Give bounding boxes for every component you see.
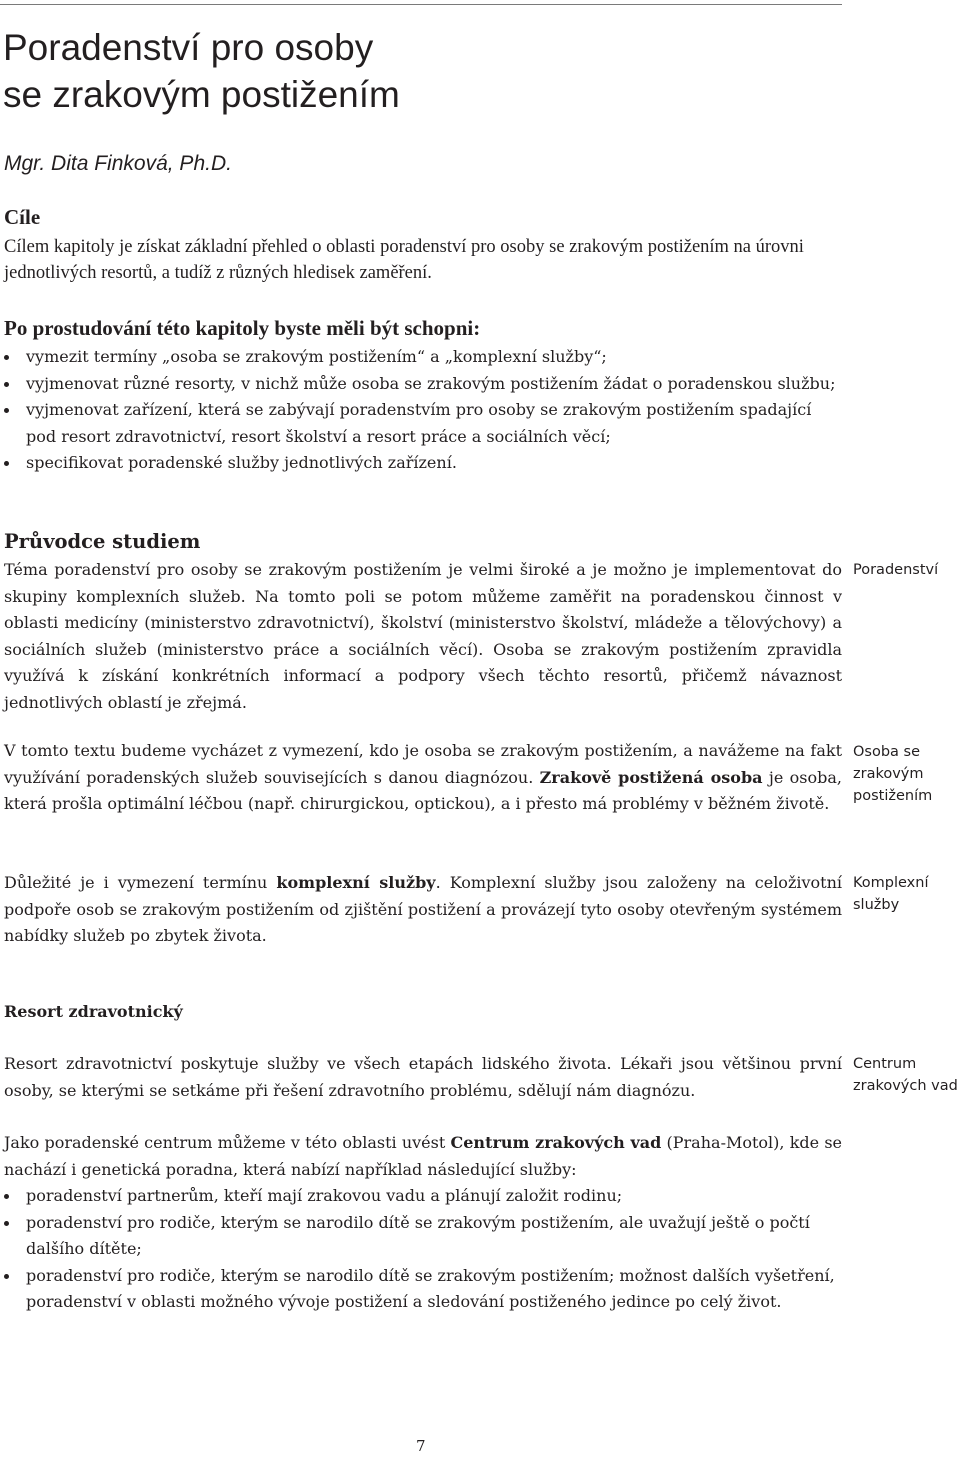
list-item: poradenství pro rodiče, kterým se narodilo dítě se zrakovým postižením, ale uvažují ještě o počtí dalšího dítěte; (4, 1210, 844, 1263)
list-item: vymezit termíny „osoba se zrakovým postižením“ a „komplexní služby“; (4, 344, 844, 371)
text-run: V tomto textu budeme vycházet z vymezení, kdo je osoba se zrakovým postižením, a navážeme na fakt využívání poradenských služeb souvisejících s danou diagnózou. (4, 741, 842, 787)
text-run: je osoba, která prošla optimální léčbou (např. chirurgickou, optickou), a i přesto má problémy v běžném životě. (4, 767, 842, 813)
health-paragraph-2 (4, 1130, 842, 1183)
margin-note-centrum: Centrum zrakových vad (853, 1056, 958, 1094)
chapter-title-line1: Poradenství pro osoby (3, 27, 374, 68)
outcomes-heading: Po prostudování této kapitoly byste měli být schopni: (4, 316, 481, 340)
text-run: (Praha-Motol), kde se nachází i genetická poradna, která nabízí například následující služby: (4, 1133, 843, 1179)
list-item: poradenství pro rodiče, kterým se narodilo dítě se zrakovým postižením; možnost dalších vyšetření, poradenství v oblasti možného vývoje postižení a sledování postiženého jedince po celý život. (4, 1263, 844, 1316)
term-vision-center: Centrum zrakových vad (450, 1133, 662, 1152)
study-guide-paragraph-1: Téma poradenství pro osoby se zrakovým postižením je velmi široké a je možno je implementovat do skupiny komplexních služeb. Na tomto poli se potom můžeme zaměřit na poradenskou činnost v oblasti medicíny (ministerstvo zdravotnictví), školství (ministerstvo školství, mládeže a tělovýchovy) a sociálních služeb (ministerstvo práce a sociálních věcí). Osoba se zrakovým postižením zpravidla využívá k získání konkrétních informací a podpory všech těchto resortů, přičemž návaznost jednotlivých oblastí je zřejmá. (4, 560, 842, 712)
author: Mgr. Dita Finková, Ph.D. (4, 152, 232, 175)
health-paragraph-1: Resort zdravotnictví poskytuje služby ve všech etapách lidského života. Lékaři jsou většinou první osoby, se kterými se setkáme při řešení zdravotního problému, sdělují nám diagnózu. (4, 1054, 842, 1100)
page-number: 7 (416, 1437, 426, 1455)
text-run: Jako poradenské centrum můžeme v této oblasti uvést (4, 1133, 451, 1152)
text-run: Důležité je i vymezení termínu (4, 873, 277, 892)
study-guide-heading: Průvodce studiem (4, 530, 201, 553)
study-guide-paragraph-2 (4, 738, 842, 818)
term-complex-services: komplexní služby (276, 873, 436, 892)
list-item: vyjmenovat různé resorty, v nichž může osoba se zrakovým postižením žádat o poradenskou službu; (4, 371, 844, 398)
goals-heading: Cíle (4, 205, 41, 229)
health-section-heading: Resort zdravotnický (4, 1002, 183, 1021)
margin-note-osoba: Osoba se zrakovým postižením (853, 744, 933, 804)
list-item: vyjmenovat zařízení, která se zabývají poradenstvím pro osoby se zrakovým postižením spadající pod resort zdravotnictví, resort školství a resort práce a sociálních věcí; (4, 397, 844, 450)
outcomes-list (4, 344, 844, 477)
goals-text: Cílem kapitoly je získat základní přehled o oblasti poradenství pro osoby se zrakovým postižením na úrovni jednotlivých resortů, a tudíž z různých hledisek zaměření. (4, 237, 804, 283)
term-visually-impaired: Zrakově postižená osoba (539, 767, 763, 787)
list-item: poradenství partnerům, kteří mají zrakovou vadu a plánují založit rodinu; (4, 1183, 844, 1210)
margin-note-poradenstvi: Poradenství (853, 562, 939, 578)
health-services-list (4, 1183, 844, 1316)
margin-note-komplexni: Komplexní služby (853, 875, 929, 913)
study-guide-paragraph-3 (4, 870, 842, 950)
chapter-title-line2: se zrakovým postižením (3, 74, 400, 115)
text-run: . Komplexní služby jsou založeny na celoživotní podpoře osob se zrakovým postižením od zjištění postižení a provázejí tyto osoby otevřeným systémem nabídky služeb po zbytek života. (4, 873, 843, 945)
header-rule (0, 4, 842, 5)
chapter-title (3, 24, 843, 118)
list-item: specifikovat poradenské služby jednotlivých zařízení. (4, 450, 844, 477)
